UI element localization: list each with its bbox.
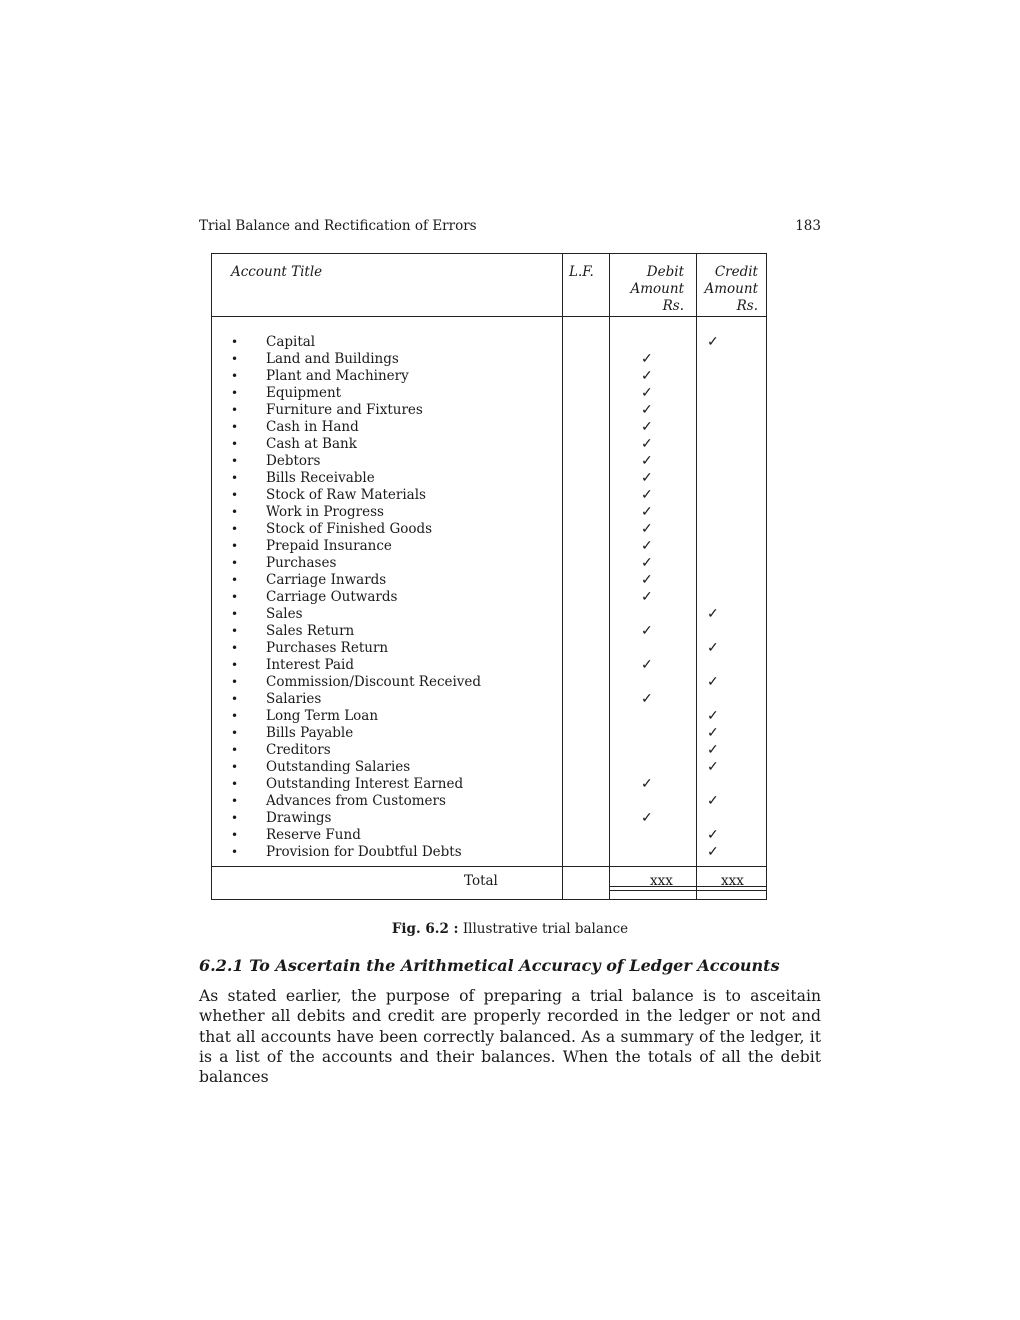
bullet-icon: • — [231, 539, 239, 553]
table-row — [212, 334, 766, 351]
account-name: Prepaid Insurance — [266, 538, 392, 554]
bullet-icon: • — [231, 386, 239, 400]
debit-check-icon: ✓ — [641, 351, 653, 367]
credit-check-icon: ✓ — [707, 742, 719, 758]
table-row — [212, 504, 766, 521]
bullet-icon: • — [231, 760, 239, 774]
debit-check-icon: ✓ — [641, 555, 653, 571]
debit-check-icon: ✓ — [641, 419, 653, 435]
bullet-icon: • — [231, 590, 239, 604]
credit-check-icon: ✓ — [707, 334, 719, 350]
account-name: Capital — [266, 334, 316, 350]
bullet-icon: • — [231, 454, 239, 468]
table-row — [212, 742, 766, 759]
table-row — [212, 623, 766, 640]
account-name: Outstanding Interest Earned — [266, 776, 464, 792]
bullet-icon: • — [231, 845, 239, 859]
bullet-icon: • — [231, 522, 239, 536]
debit-check-icon: ✓ — [641, 657, 653, 673]
table-row — [212, 538, 766, 555]
bullet-icon: • — [231, 352, 239, 366]
account-name: Advances from Customers — [266, 793, 446, 809]
total-credit: xxx — [721, 873, 744, 889]
account-name: Bills Receivable — [266, 470, 375, 486]
debit-check-icon: ✓ — [641, 402, 653, 418]
account-name: Cash at Bank — [266, 436, 357, 452]
credit-total-underline — [696, 886, 766, 887]
account-name: Provision for Doubtful Debts — [266, 844, 462, 860]
bullet-icon: • — [231, 726, 239, 740]
account-name: Salaries — [266, 691, 322, 707]
bullet-icon: • — [231, 828, 239, 842]
table-row — [212, 521, 766, 538]
bullet-icon: • — [231, 624, 239, 638]
table-row — [212, 674, 766, 691]
account-name: Outstanding Salaries — [266, 759, 411, 775]
debit-check-icon: ✓ — [641, 776, 653, 792]
table-row — [212, 810, 766, 827]
table-row — [212, 351, 766, 368]
table-row — [212, 708, 766, 725]
table-row — [212, 793, 766, 810]
credit-check-icon: ✓ — [707, 725, 719, 741]
bullet-icon: • — [231, 675, 239, 689]
table-row — [212, 487, 766, 504]
table-row — [212, 606, 766, 623]
account-name: Commission/Discount Received — [266, 674, 482, 690]
bullet-icon: • — [231, 811, 239, 825]
debit-check-icon: ✓ — [641, 572, 653, 588]
bullet-icon: • — [231, 692, 239, 706]
header-credit: Credit Amount Rs. — [704, 264, 758, 314]
bullet-icon: • — [231, 573, 239, 587]
account-name: Stock of Raw Materials — [266, 487, 426, 503]
debit-check-icon: ✓ — [641, 385, 653, 401]
table-row — [212, 725, 766, 742]
account-name: Stock of Finished Goods — [266, 521, 433, 537]
account-name: Interest Paid — [266, 657, 355, 673]
figure-caption — [0, 921, 1020, 937]
debit-check-icon: ✓ — [641, 470, 653, 486]
credit-check-icon: ✓ — [707, 827, 719, 843]
credit-total-double-underline — [696, 890, 766, 891]
debit-check-icon: ✓ — [641, 691, 653, 707]
account-name: Creditors — [266, 742, 331, 758]
account-name: Long Term Loan — [266, 708, 379, 724]
bullet-icon: • — [231, 743, 239, 757]
table-row — [212, 555, 766, 572]
credit-check-icon: ✓ — [707, 759, 719, 775]
table-row — [212, 385, 766, 402]
debit-total-underline — [609, 886, 696, 887]
account-name: Plant and Machinery — [266, 368, 409, 384]
bullet-icon: • — [231, 488, 239, 502]
debit-check-icon: ✓ — [641, 487, 653, 503]
account-name: Land and Buildings — [266, 351, 399, 367]
header-debit: Debit Amount Rs. — [630, 264, 684, 314]
header-lf: L.F. — [569, 264, 594, 280]
credit-check-icon: ✓ — [707, 793, 719, 809]
account-name: Work in Progress — [266, 504, 384, 520]
account-name: Carriage Outwards — [266, 589, 398, 605]
total-rule — [212, 866, 766, 867]
credit-check-icon: ✓ — [707, 708, 719, 724]
page-number: 183 — [795, 218, 821, 234]
bullet-icon: • — [231, 658, 239, 672]
body-paragraph: As stated earlier, the purpose of preparing a trial balance is to asceitain whether all debits and credit are properly recorded in the ledger or not and that all accounts have been correctly balanced. As a summary of the ledger, it is a list of the accounts and their balances. When the totals of all the debit balances — [199, 987, 821, 1087]
table-row — [212, 691, 766, 708]
running-head — [199, 218, 821, 234]
table-row — [212, 759, 766, 776]
table-row — [212, 776, 766, 793]
trial-balance-table — [211, 253, 767, 900]
bullet-icon: • — [231, 369, 239, 383]
total-debit: xxx — [650, 873, 673, 889]
account-name: Cash in Hand — [266, 419, 359, 435]
account-name: Equipment — [266, 385, 342, 401]
credit-check-icon: ✓ — [707, 844, 719, 860]
debit-check-icon: ✓ — [641, 504, 653, 520]
debit-check-icon: ✓ — [641, 538, 653, 554]
table-row — [212, 589, 766, 606]
debit-check-icon: ✓ — [641, 623, 653, 639]
bullet-icon: • — [231, 641, 239, 655]
bullet-icon: • — [231, 437, 239, 451]
table-row — [212, 402, 766, 419]
account-name: Sales — [266, 606, 303, 622]
credit-check-icon: ✓ — [707, 606, 719, 622]
bullet-icon: • — [231, 420, 239, 434]
total-label: Total — [464, 873, 498, 889]
account-name: Carriage Inwards — [266, 572, 387, 588]
account-name: Debtors — [266, 453, 321, 469]
figure-label: Fig. 6.2 : — [391, 921, 459, 937]
account-name: Sales Return — [266, 623, 355, 639]
account-name: Purchases — [266, 555, 337, 571]
bullet-icon: • — [231, 505, 239, 519]
section-heading: 6.2.1 To Ascertain the Arithmetical Accuracy of Ledger Accounts — [199, 956, 780, 975]
credit-check-icon: ✓ — [707, 674, 719, 690]
debit-total-double-underline — [609, 890, 696, 891]
header-rule — [212, 316, 766, 317]
credit-check-icon: ✓ — [707, 640, 719, 656]
chapter-title: Trial Balance and Rectification of Errors — [199, 218, 477, 234]
bullet-icon: • — [231, 556, 239, 570]
table-row — [212, 470, 766, 487]
account-name: Drawings — [266, 810, 332, 826]
account-name: Reserve Fund — [266, 827, 361, 843]
table-row — [212, 657, 766, 674]
account-name: Furniture and Fixtures — [266, 402, 423, 418]
debit-check-icon: ✓ — [641, 810, 653, 826]
table-row — [212, 827, 766, 844]
debit-check-icon: ✓ — [641, 589, 653, 605]
bullet-icon: • — [231, 709, 239, 723]
table-row — [212, 844, 766, 861]
bullet-icon: • — [231, 335, 239, 349]
bullet-icon: • — [231, 403, 239, 417]
figure-caption-text: Illustrative trial balance — [462, 921, 629, 937]
account-name: Bills Payable — [266, 725, 354, 741]
account-name: Purchases Return — [266, 640, 389, 656]
bullet-icon: • — [231, 471, 239, 485]
header-account-title: Account Title — [231, 264, 323, 280]
bullet-icon: • — [231, 777, 239, 791]
debit-check-icon: ✓ — [641, 368, 653, 384]
debit-check-icon: ✓ — [641, 521, 653, 537]
table-row — [212, 453, 766, 470]
table-row — [212, 419, 766, 436]
table-row — [212, 640, 766, 657]
debit-check-icon: ✓ — [641, 453, 653, 469]
debit-check-icon: ✓ — [641, 436, 653, 452]
table-row — [212, 572, 766, 589]
bullet-icon: • — [231, 607, 239, 621]
bullet-icon: • — [231, 794, 239, 808]
table-row — [212, 368, 766, 385]
table-row — [212, 436, 766, 453]
